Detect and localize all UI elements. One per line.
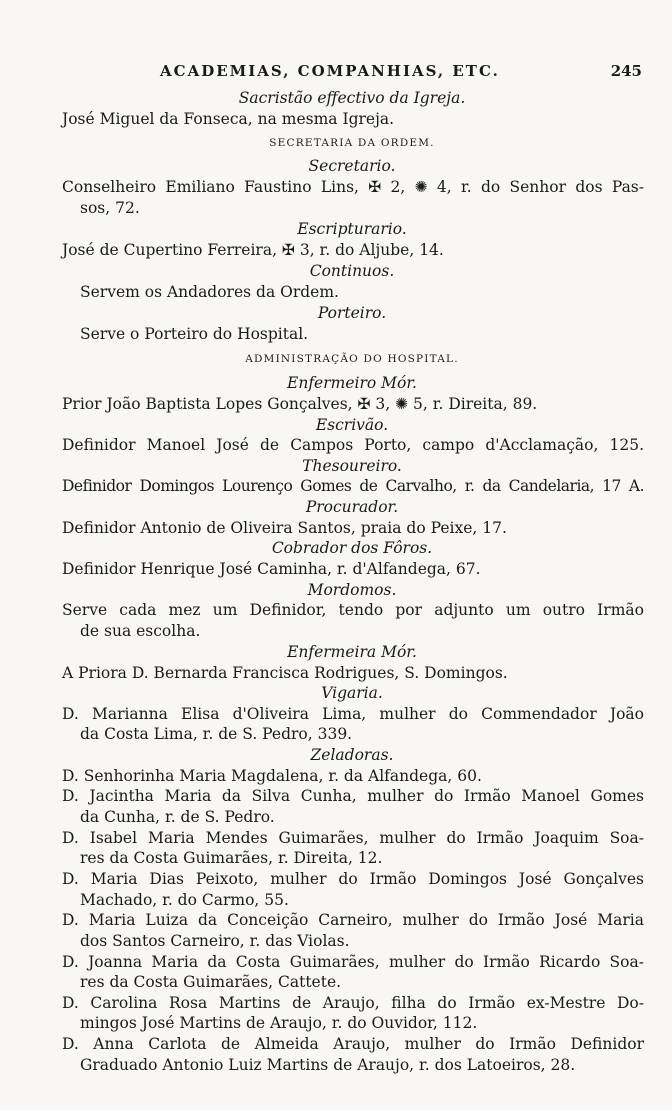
- entry-continuation: res da Costa Guimarães, r. Direita, 12.: [80, 849, 383, 867]
- entry-line: Servem os Andadores da Ordem.: [80, 283, 339, 301]
- entry-line: Definidor Manoel José de Campos Porto, campo d'Acclamação, 125.: [62, 436, 644, 454]
- entry-continuation: res da Costa Guimarães, Cattete.: [80, 973, 342, 991]
- department-heading: ADMINISTRAÇÃO DO HOSPITAL.: [245, 353, 459, 365]
- section-heading: Secretario.: [308, 157, 396, 175]
- entry-continuation: mingos José Martins de Araujo, r. do Ouvidor, 112.: [80, 1014, 478, 1032]
- entry-continuation: da Cunha, r. de S. Pedro.: [80, 808, 275, 826]
- section-heading: Mordomos.: [307, 581, 397, 599]
- entry-line: Definidor Henrique José Caminha, r. d'Alfandega, 67.: [62, 560, 481, 578]
- entry-line: A Priora D. Bernarda Francisca Rodrigues, S. Domingos.: [62, 664, 508, 682]
- department-heading: SECRETARIA DA ORDEM.: [269, 137, 435, 149]
- entry-line: D. Joanna Maria da Costa Guimarães, mulher do Irmão Ricardo Soa-: [62, 953, 644, 971]
- entry-line: Serve o Porteiro do Hospital.: [80, 325, 309, 343]
- entry-line: Conselheiro Emiliano Faustino Lins, ✠ 2, ✺ 4, r. do Senhor dos Pas-: [62, 178, 644, 196]
- entry-line: D. Jacintha Maria da Silva Cunha, mulher do Irmão Manoel Gomes: [62, 787, 644, 805]
- entry-line: Definidor Domingos Lourenço Gomes de Carvalho, r. da Candelaria, 17 A.: [62, 477, 644, 495]
- entry-continuation: da Costa Lima, r. de S. Pedro, 339.: [80, 725, 353, 743]
- section-heading: Thesoureiro.: [302, 457, 402, 475]
- entry-continuation: Machado, r. do Carmo, 55.: [80, 891, 289, 909]
- entry-continuation: de sua escolha.: [80, 622, 201, 640]
- entry-line: Definidor Antonio de Oliveira Santos, praia do Peixe, 17.: [62, 519, 507, 537]
- entry-continuation: dos Santos Carneiro, r. das Violas.: [80, 932, 350, 950]
- section-heading: Zeladoras.: [310, 746, 394, 764]
- section-heading: Procurador.: [305, 498, 399, 516]
- entry-line: Prior João Baptista Lopes Gonçalves, ✠ 3, ✺ 5, r. Direita, 89.: [62, 395, 538, 413]
- entry-line: D. Maria Luiza da Conceição Carneiro, mulher do Irmão José Maria: [62, 911, 644, 929]
- section-heading: Enfermeira Mór.: [287, 643, 417, 661]
- section-heading: Continuos.: [309, 262, 395, 280]
- section-heading: Sacristão effectivo da Igreja.: [238, 89, 466, 107]
- section-heading: Enfermeiro Mór.: [287, 374, 417, 392]
- entry-line: D. Marianna Elisa d'Oliveira Lima, mulher do Commendador João: [62, 705, 644, 723]
- section-heading: Escripturario.: [297, 220, 407, 238]
- entry-continuation: sos, 72.: [80, 199, 140, 217]
- entry-line: D. Maria Dias Peixoto, mulher do Irmão Domingos José Gonçalves: [62, 870, 644, 888]
- page-number: 245: [610, 62, 642, 80]
- entry-line: D. Senhorinha Maria Magdalena, r. da Alfandega, 60.: [62, 767, 482, 785]
- entry-line: D. Anna Carlota de Almeida Araujo, mulher do Irmão Definidor: [62, 1035, 644, 1053]
- page-header: [0, 62, 672, 86]
- entry-line: Serve cada mez um Definidor, tendo por adjunto um outro Irmão: [62, 601, 644, 619]
- entry-continuation: Graduado Antonio Luiz Martins de Araujo, r. dos Latoeiros, 28.: [80, 1056, 576, 1074]
- entry-line: D. Carolina Rosa Martins de Araujo, filha do Irmão ex-Mestre Do-: [62, 994, 644, 1012]
- section-heading: Escrivão.: [315, 416, 389, 434]
- section-heading: Cobrador dos Fôros.: [271, 539, 433, 557]
- section-heading: Porteiro.: [317, 304, 387, 322]
- section-heading: Vigaria.: [321, 684, 383, 702]
- entry-line: José Miguel da Fonseca, na mesma Igreja.: [62, 110, 395, 128]
- running-title: ACADEMIAS, COMPANHIAS, ETC.: [160, 62, 500, 80]
- entry-line: D. Isabel Maria Mendes Guimarães, mulher do Irmão Joaquim Soa-: [62, 829, 644, 847]
- entry-line: José de Cupertino Ferreira, ✠ 3, r. do Aljube, 14.: [62, 241, 444, 259]
